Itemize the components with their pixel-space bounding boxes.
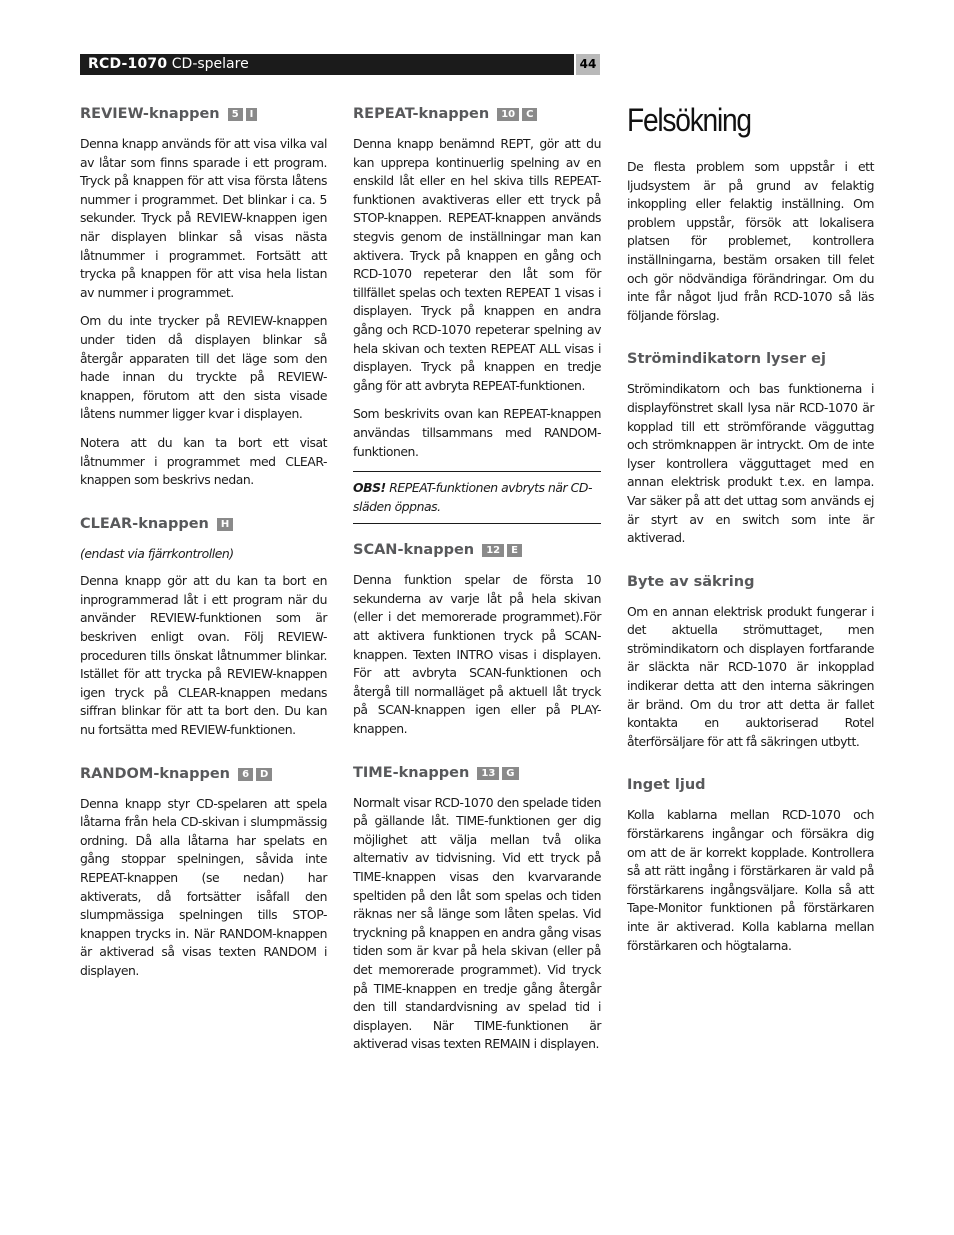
clear-title: CLEAR-knappen [80,515,209,532]
column-left [80,104,327,991]
scan-key-letter: E [507,544,522,557]
repeat-paragraph-1: Denna knapp benämnd REPT, gör att du kan upprepa kontinuerlig spelning av en enskild låt eller en hel skiva tills REPEAT-funktionen avaktiveras eller ett tryck på STOP-knappen. REPEAT-knappen används stegvis genom de inställningar man kan aktivera. Tryck på knappen en gång och RCD-1070 repeterar den låt som för tillfället spelas och texten REPEAT 1 visas i displayen. Tryck på knappen en andra gång och RCD-1070 repeterar spelning av hela skivan och texten REPEAT ALL visas i displayen. Tryck på knappen en tredje gång för att avbryta REPEAT-funktionen. [353,136,601,393]
sound-heading: Inget ljud [627,777,706,794]
repeat-key-letter: C [522,108,537,121]
column-middle [353,104,601,1064]
random-key-letter: D [256,768,272,781]
review-heading [80,104,327,124]
clear-note: (endast via fjärrkontrollen) [80,545,234,561]
time-heading [353,763,601,783]
clear-paragraph-1: Denna knapp gör att du kan ta bort en inprogrammerad låt i ett program när du använder REVIEW-funktionen som är beskriven enligt ovan. Följ REVIEW-proceduren tills önskat låtnummer blinkar. Istället för att trycka på REVIEW-knappen igen tryck på CLEAR-knappen medans siffran blinkar för att ta bort den. Du kan nu fortsätta med REVIEW-funktionen. [80,573,327,738]
obs-label: OBS! [353,480,386,496]
random-paragraph-1: Denna knapp styr CD-spelaren att spela låtarna från hela CD-skivan i slumpmässig ordning. Då alla låtarna har spelats en gång stoppar spelningen, såvida inte REPEAT-knappen (se nedan) har aktiverats, då fortsätter isåfall den slumpmässiga spelningen tills STOP-knappen trycks in. När RANDOM-knappen är aktiverad så visas texten RANDOM i displayen. [80,795,327,978]
review-paragraph-2: Om du inte trycker på REVIEW-knappen under tiden då displayen blinkar så återgår apparaten till det läge som den hade innan du tryckte på REVIEW-knappen, förutom att den sista visade låtens nummer ligger kvar i displayen. [80,313,327,422]
scan-title: SCAN-knappen [353,542,475,559]
power-heading: Strömindikatorn lyser ej [627,351,826,368]
header-subtitle: CD-spelare [171,56,249,72]
time-key-number: 13 [477,767,499,780]
clear-heading [80,514,327,534]
page-header [80,54,574,75]
repeat-paragraph-2: Som beskrivits ovan kan REPEAT-knappen användas tillsammans med RANDOM-funktionen. [353,406,601,459]
troubleshooting-intro: De flesta problem som uppstår i ett ljudsystem är på grund av felaktig inkoppling eller felaktig inställning. Om problem uppstår, försök att lokalisera platsen för problemet, kontrollera inställningarna, bestäm orsaken till felet och gör nödvändiga förändringar. Om du inte får något ljud från RCD-1070 så läs följande förslag. [627,159,874,323]
repeat-key-number: 10 [497,108,519,121]
page-number: 44 [576,54,600,75]
time-key-letter: G [502,767,518,780]
review-paragraph-3: Notera att du kan ta bort ett visat låtnummer i programmet med CLEAR-knappen som beskrivs nedan. [80,434,327,488]
review-key-letter: I [246,108,258,121]
review-key-number: 5 [228,108,243,121]
time-title: TIME-knappen [353,764,470,781]
repeat-title: REPEAT-knappen [353,106,490,122]
obs-text: REPEAT-funktionen avbryts när CD-släden öppnas. [353,480,592,514]
fuse-heading: Byte av säkring [627,573,755,590]
power-paragraph-1: Strömindikatorn och bas funktionerna i displayfönstret skall lysa när RCD-1070 är kopplad till ett strömförande vägguttag och strömknappen är intryckt. Om de inte lyser kontrollera vägguttaget med en annan elektrisk produkt t.ex. en lampa. Var säker på att det uttag som används ej är styrt av en switch som inte är aktiverad. [627,381,874,546]
time-paragraph-1: Normalt visar RCD-1070 den spelade tiden på gällande låt. TIME-funktionen ger dig möjlighet att välja mellan två olika alternativ av tidvisning. Vid ett tryck på TIME-knappen visas den kvarvarande speltiden på den låt som spelas och tiden räknas ner så länge som låten spelas. Vid tryckning på knappen en andra gång visas tiden som är kvar på hela skivan (eller på det memorerade programmet). Vid tryck på TIME-knappen en tredje gång återgår den till standardvisning av spelad tid i displayen. När TIME-funktionen är aktiverad visas texten REMAIN i displayen. [353,794,601,1052]
review-paragraph-1: Denna knapp används för att visa vilka val av låtar som finns sparade i ett program. Tryck på knappen för att visa första låtens nummer i programmet. Det blinkar i ca. 5 sekunder. Tryck på REVIEW-knappen igen när displayen blinkar så visas nästa låtnummer i programmet. Fortsätt att trycka på knappen för att visa hela listan av nummer i programmet. [80,136,327,300]
random-title: RANDOM-knappen [80,765,230,782]
troubleshooting-title: Felsökning [627,102,751,138]
clear-key-letter: H [217,518,233,531]
repeat-heading [353,104,601,124]
scan-heading [353,540,601,560]
fuse-paragraph-1: Om en annan elektrisk produkt fungerar i det aktuella strömuttaget, men strömindikatorn och displayen fortfarande är släckta när RCD-1070 är inkopplad indikerar detta att den interna säkringen är bränd. Om du tror att detta är fallet kontakta en auktoriserad Rotel återförsäljare för att få säkringen utbytt. [627,603,874,749]
header-model: RCD-1070 [88,56,168,72]
sound-paragraph-1: Kolla kablarna mellan RCD-1070 och förstärkarens ingångar och försäkra dig om att de är korrekt kopplade. Kontrollera så att rätt ingång i förstärkaren är vald på förstärkarens ingångsväljare. Kolla så att Tape-Monitor funktionen på förstärkaren inte är aktiverad. Kolla kablarna mellan förstärkaren och högtalarna. [627,807,874,953]
scan-paragraph-1: Denna funktion spelar de första 10 sekunderna av varje låt på hela skivan (eller i det memorerade programmet).För att aktivera funktionen tryck på SCAN-knappen. Texten INTRO visas i displayen. För att avbryta SCAN-funktionen och återgå till normalläget på aktuell låt tryck på SCAN-knappen igen eller på PLAY-knappen. [353,572,601,737]
column-right [627,100,874,965]
review-title: REVIEW-knappen [80,106,220,122]
random-key-number: 6 [238,768,253,781]
scan-key-number: 12 [482,544,504,557]
obs-note-box [353,471,601,524]
random-heading [80,764,327,784]
